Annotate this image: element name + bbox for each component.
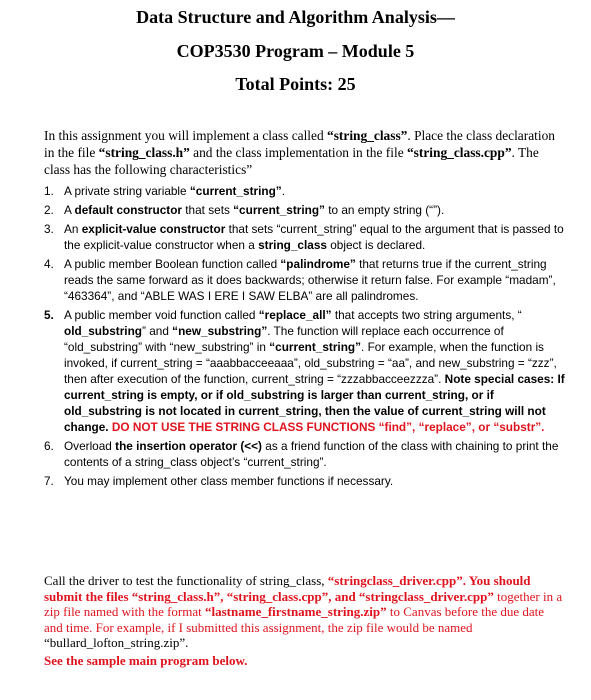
item-text: . For example, when the function is invoked, if current_string = “aaabbacceeaaa”, old_substring = “aa”, and new_substring = “zzz”, then after execution of the function, current_string = “zzzabbacceezzza”. [64,340,557,386]
item-text: . [281,184,285,198]
item-number: 1. [44,184,54,198]
submission-instructions [44,573,564,651]
intro-paragraph [44,127,564,178]
item-emphasis: “current_string” [189,184,282,198]
item-emphasis: “palindrome” [280,257,356,271]
list-item [44,221,574,253]
course-heading: COP3530 Program – Module 5 [176,41,415,61]
item-emphasis: default constructor [74,203,182,217]
outro-text: together in a zip file named with the format [44,588,563,619]
requirements-list [44,183,574,492]
item-text: as a friend function of the class with chaining to print the contents of a string_class object’s “current_string”. [64,439,559,469]
item-emphasis: “new_substring” [172,324,268,338]
item-number: 3. [44,222,54,236]
item-emphasis: explicit-value constructor [81,222,226,236]
sample-program-note: See the sample main program below. [44,653,248,668]
item-text: that sets “current_string” equal to the argument that is passed to the explicit-value constructor when a [64,222,564,252]
submission-files: “stringclass_driver.cpp”. You should submit the files “string_class.h”, “string_class.cpp”, and “stringclass_driver.cpp” [44,573,531,604]
item-text: that returns true if the current_string reads the same forward as it does backwards; otherwise it return false. For example “madam”, “463364”, and “ABLE WAS I ERE I SAW ELBA” are all palindromes. [64,257,556,303]
item-number: 4. [44,257,54,271]
item-number: 2. [44,203,54,217]
item-text: You may implement other class member functions if necessary. [64,474,394,488]
item-text: object is declared. [326,238,426,252]
item-text: that accepts two string arguments, “ [331,308,522,322]
item-emphasis: the insertion operator (<<) [115,439,262,453]
outro-text: to Canvas before the due date and time. For example, if I submitted this assignment, the zip file would be named [44,604,545,635]
item-text: that sets [182,203,234,217]
zip-format: “lastname_firstname_string.zip” [205,604,387,619]
cpp-file-name: “string_class.cpp” [406,145,512,160]
outro-text: Call the driver to test the functionality of string_class, [44,573,328,588]
class-name: “string_class” [327,128,408,143]
list-item [44,307,574,435]
item-text: A private string variable [64,184,190,198]
item-emphasis: “current_string” [269,340,362,354]
item-emphasis: “current_string” [233,203,325,217]
header-file-name: “string_class.h” [98,145,190,160]
list-item [44,256,574,304]
item-text: A [64,203,75,217]
item-emphasis: string_class [258,238,327,252]
list-item [44,202,574,218]
item-emphasis: old_substring [64,324,142,338]
total-points: Total Points: 25 [235,74,356,94]
intro-text: . Place the class declaration in the file [44,128,555,160]
list-item [44,183,574,199]
special-cases-note: Note special cases: If current_string is empty, or if old_substring is larger than current_string, or if old_substring is not located in current_string, then the value of current_string will not change. [64,372,565,434]
item-text: An [64,222,82,236]
forbidden-functions-warning: DO NOT USE THE STRING CLASS FUNCTIONS “find”, “replace”, or “substr”. [108,420,545,434]
intro-text: In this assignment you will implement a class called [44,128,328,143]
item-text: . The function will replace each occurrence of “old_substring” with “new_substring” in [64,324,504,354]
list-item [44,473,574,489]
item-text: A public member void function called [64,308,259,322]
item-text: A public member Boolean function called [64,257,281,271]
zip-example: “bullard_lofton_string.zip”. [44,635,189,650]
item-text: ” and [142,324,173,338]
item-number: 6. [44,439,54,453]
item-text: to an empty string (“”). [324,203,445,217]
intro-text: . The class has the following characteristics” [44,145,539,177]
list-item [44,438,574,470]
item-text: Overload [64,439,116,453]
item-number: 5. [44,308,54,322]
item-number: 7. [44,474,54,488]
intro-text: and the class implementation in the file [189,145,407,160]
document-title: Data Structure and Algorithm Analysis— [136,7,455,27]
item-emphasis: “replace_all” [258,308,332,322]
